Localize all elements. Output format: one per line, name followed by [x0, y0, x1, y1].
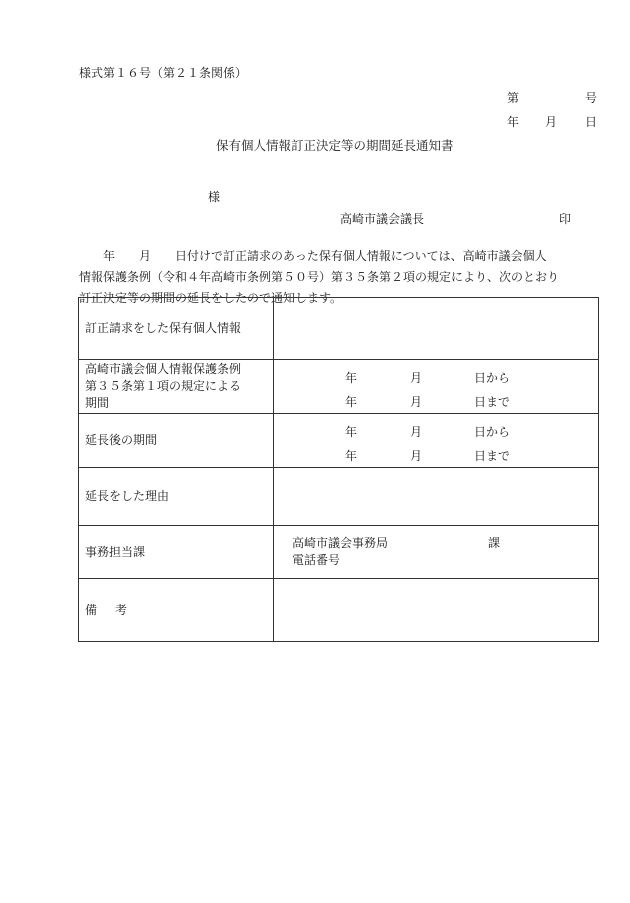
original-period-label-line-2: 第３５条第１項の規定による	[85, 379, 242, 393]
period-month-label: 月	[410, 394, 423, 409]
period-year-label: 年	[345, 394, 358, 409]
original-period-from	[274, 363, 598, 387]
row-extended-period	[79, 414, 599, 468]
row-remarks	[79, 579, 599, 642]
phone-label: 電話番号	[292, 553, 341, 567]
period-month-label: 月	[410, 448, 423, 463]
extension-reason-label: 延長をした理由	[79, 468, 274, 526]
phone-line	[292, 552, 598, 569]
requested-info-label: 訂正請求をした保有個人情報	[79, 298, 274, 360]
period-from-label: 日から	[474, 370, 511, 385]
row-responsible-section	[79, 526, 599, 579]
period-from-label: 日から	[474, 424, 511, 439]
office-section-label: 課	[488, 536, 501, 550]
extension-reason-value[interactable]	[274, 468, 599, 526]
remarks-label-char-2: 考	[115, 602, 128, 617]
sender-name: 高崎市議会議長	[340, 212, 425, 226]
extended-period-from	[274, 417, 598, 441]
row-original-period	[79, 360, 599, 414]
period-year-label: 年	[345, 424, 358, 439]
office-name: 高崎市議会事務局	[292, 536, 389, 550]
date-month-label: 月	[545, 115, 558, 129]
remarks-label-char-1: 備	[85, 602, 98, 617]
seal-mark: 印	[559, 212, 572, 226]
body-line-2: 情報保護条例（令和４年高崎市条例第５０号）第３５条第２項の規定により、次のとおり	[79, 270, 560, 284]
period-year-label: 年	[345, 448, 358, 463]
row-extension-reason	[79, 468, 599, 526]
original-period-label-line-3: 期間	[85, 396, 110, 410]
body-line-1: 年 月 日付けで訂正請求のあった保有個人情報については、高崎市議会個人	[79, 249, 547, 263]
doc-number-dai: 第	[507, 91, 520, 105]
date-year-label: 年	[507, 115, 520, 129]
period-year-label: 年	[345, 370, 358, 385]
form-number: 様式第１６号（第２１条関係）	[79, 66, 248, 80]
row-requested-info	[79, 298, 599, 360]
remarks-value[interactable]	[274, 579, 599, 642]
office-line	[292, 535, 598, 552]
original-period-to	[274, 387, 598, 411]
addressee-honorific: 様	[208, 190, 221, 204]
requested-info-value[interactable]	[274, 298, 599, 360]
extended-period-value[interactable]	[274, 414, 599, 468]
info-table	[78, 297, 599, 642]
document-title: 保有個人情報訂正決定等の期間延長通知書	[216, 138, 454, 153]
responsible-section-value[interactable]	[274, 526, 599, 579]
office-block	[274, 535, 598, 569]
doc-number-go: 号	[585, 91, 598, 105]
remarks-label	[79, 579, 274, 642]
period-to-label: 日まで	[474, 394, 511, 409]
original-period-label	[79, 360, 274, 414]
original-period-label-line-1: 高崎市議会個人情報保護条例	[85, 362, 242, 376]
body-line-3: 訂正決定等の期間の延長をしたので通知します。	[79, 291, 343, 305]
period-to-label: 日まで	[474, 448, 511, 463]
period-month-label: 月	[410, 424, 423, 439]
extended-period-to	[274, 441, 598, 465]
date-day-label: 日	[585, 115, 598, 129]
responsible-section-label: 事務担当課	[79, 526, 274, 579]
extended-period-label: 延長後の期間	[79, 414, 274, 468]
period-month-label: 月	[410, 370, 423, 385]
original-period-value[interactable]	[274, 360, 599, 414]
